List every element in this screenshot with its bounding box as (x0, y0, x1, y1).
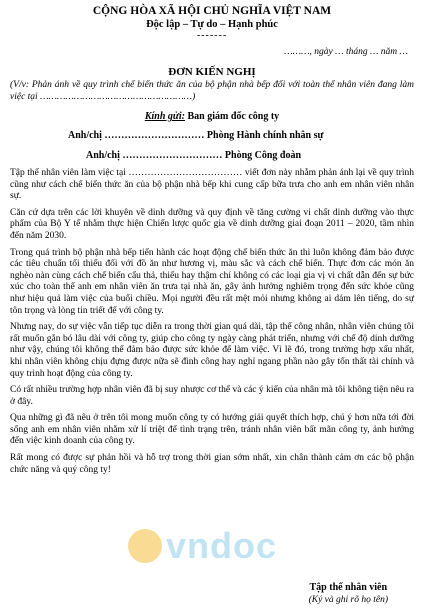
addressee-hr: Anh/chị ………………………… Phòng Hành chính nhân sự (68, 130, 324, 141)
paragraph-intro: Tập thể nhân viên làm việc tại ……………………………… viết đơn này nhằm phản ánh lại về quy trình cũng như cách chế biến thức ăn của bộ phận nhà bếp khi cung cấp bữa trưa cho anh em nhân viên nhân sự. (10, 168, 414, 202)
recipient-label: Kính gửi: (144, 111, 185, 122)
vndoc-watermark-logo (128, 522, 332, 570)
recipient-name: Ban giám đốc công ty (187, 111, 280, 122)
recipient-line (10, 110, 414, 123)
signature-block (309, 582, 388, 606)
paragraph-issue: Trong quá trình bộ phận nhà bếp tiến hành các hoạt động chế biến thức ăn thì luôn không đảm bảo được các tiêu chuẩn tối thiểu đối với đồ ăn như hương vị, màu sắc và cách chế biến. Thực đơn các món ăn nghèo nàn cùng cách chế biến cẩu thả, thiếu hay thậm chí không có các loại gia vị vi chất dẫn đến sự bức xúc cho toàn thể anh em nhân viên ăn trưa tại nhà ăn, gây ảnh hưởng nghiêm trọng đến sức khỏe cũng như hiệu quả làm việc của buổi chiều. Mọi người đều rất mệt mỏi nhưng không ai dám lên tiếng, do sự tôn trọng và lòng tin triết để với công ty. (10, 247, 414, 316)
paragraph-request: Qua những gì đã nêu ở trên tôi mong muốn công ty có hướng giải quyết thích hợp, chú ý hơn nữa tới đời sống anh em nhân viên nhằm xử lí triệt để tình trạng trên, tránh nhân viên bất mãn công ty, ảnh hưởng đến việc kinh doanh của công ty. (10, 413, 414, 447)
motto: Độc lập – Tự do – Hạnh phúc (146, 19, 278, 30)
document-subject: (V/v: Phản ánh về quy trình chế biến thức ăn của bộ phận nhà bếp đối với toàn thể nhân viên đang làm việc tại ………………………………………………) (10, 80, 414, 102)
date-line: ………, ngày … tháng … năm … (284, 47, 408, 57)
paragraph-basis: Căn cứ dựa trên các lời khuyên về dinh dưỡng và quy định về tăng cường vi chất dinh dưỡng vào thực phẩm của Bộ Y tế nhằm thực hiện Chiến lược quốc gia về dinh dưỡng giai đoạn 2011 – 2020, tầm nhìn đến năm 2030. (10, 207, 414, 241)
paragraph-consequence: Nhưng nay, do sự việc vẫn tiếp tục diễn ra trong thời gian quá dài, tập thể công nhân, nhân viên chúng tôi rất muốn gắn bó lâu dài với công ty, giúp cho công ty ngày càng phát triển, nhưng với chế độ dinh dưỡng như vậy, chúng tôi không thể đảm bảo được sức khỏe để làm việc. Vì lẽ đó, trong trường hợp xấu nhất, khi nhân viên không chịu đựng được nữa sẽ đình công hay nghỉ ngang phần nào gây tổn thất tài chính và quy trình hoạt động của công ty. (10, 322, 414, 379)
watermark-mark-icon (128, 529, 162, 563)
addressee-union: Anh/chị ………………………… Phòng Công đoàn (86, 150, 302, 161)
signature-note: (Ký và ghi rõ họ tên) (308, 595, 388, 605)
signature-title: Tập thể nhân viên (309, 582, 388, 593)
national-title: CỘNG HÒA XÃ HỘI CHỦ NGHĨA VIỆT NAM (92, 5, 332, 17)
paragraph-health: Có rất nhiều trường hợp nhân viên đã bị suy nhược cơ thể và các ý kiến của nhân mà tôi không tiện nêu ra ở đây. (10, 385, 414, 407)
header-separator: ------- (196, 30, 228, 41)
watermark-text: vndoc (166, 525, 278, 566)
document-page (0, 4, 424, 613)
paragraph-closing: Rất mong có được sự phản hồi và hỗ trợ trong thời gian sớm nhất, xin chân thành cảm ơn các bộ phận chức năng và quý công ty! (10, 453, 414, 475)
document-title: ĐƠN KIẾN NGHỊ (168, 66, 256, 78)
